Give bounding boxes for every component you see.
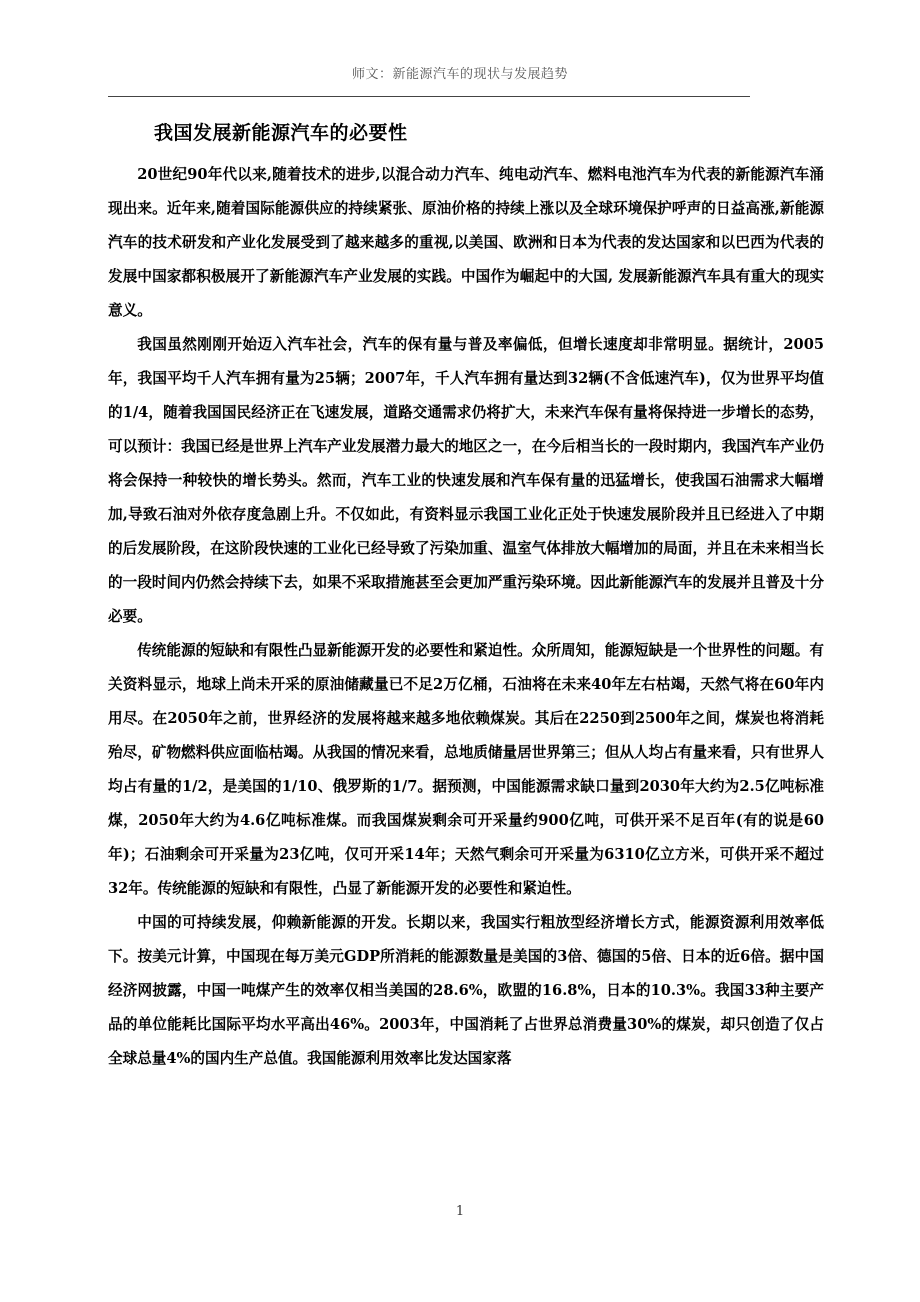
paragraph-4: 中国的可持续发展，仰赖新能源的开发。长期以来，我国实行粗放型经济增长方式，能源资源利用效率低下。按美元计算，中国现在每万美元GDP所消耗的能源数量是美国的3倍、德国的5倍、日本的近6倍。据中国经济网披露，中国一吨煤产生的效率仅相当美国的28.6%，欧盟的16.8%，日本的10.3%。我国33种主要产品的单位能耗比国际平均水平高出46%。2003年，中国消耗了占世界总消费量30%的煤炭，却只创造了仅占全球总量4%的国内生产总值。我国能源利用效率比发达国家落 [108,914,824,1067]
paragraph-2: 我国虽然刚刚开始迈入汽车社会，汽车的保有量与普及率偏低，但增长速度却非常明显。据统计，2005年，我国平均千人汽车拥有量为25辆；2007年，千人汽车拥有量达到32辆(不含低速汽车)，仅为世界平均值的1/4，随着我国国民经济正在飞速发展，道路交通需求仍将扩大，未来汽车保有量将保持进一步增长的态势，可以预计：我国已经是世界上汽车产业发展潜力最大的地区之一，在今后相当长的一段时期内，我国汽车产业仍将会保持一种较快的增长势头。然而，汽车工业的快速发展和汽车保有量的迅猛增长，使我国石油需求大幅增加,导致石油对外依存度急剧上升。不仅如此，有资料显示我国工业化正处于快速发展阶段并且已经进入了中期的后发展阶段，在这阶段快速的工业化已经导致了污染加重、温室气体排放大幅增加的局面，并且在未来相当长的一段时间内仍然会持续下去，如果不采取措施甚至会更加严重污染环境。因此新能源汽车的发展并且普及十分必要。 [108,336,824,625]
page-number: 1 [455,1204,465,1219]
body-text [108,158,824,1076]
header-divider [108,96,750,97]
paragraph-1: 20世纪90年代以来,随着技术的进步,以混合动力汽车、纯电动汽车、燃料电池汽车为代表的新能源汽车涌现出来。近年来,随着国际能源供应的持续紧张、原油价格的持续上涨以及全球环境保护呼声的日益高涨,新能源汽车的技术研发和产业化发展受到了越来越多的重视,以美国、欧洲和日本为代表的发达国家和以巴西为代表的发展中国家都积极展开了新能源汽车产业发展的实践。中国作为崛起中的大国, 发展新能源汽车具有重大的现实意义。 [108,166,824,319]
paragraph-3: 传统能源的短缺和有限性凸显新能源开发的必要性和紧迫性。众所周知，能源短缺是一个世界性的问题。有关资料显示，地球上尚未开采的原油储藏量已不足2万亿桶，石油将在未来40年左右枯竭，天然气将在60年内用尽。在2050年之前，世界经济的发展将越来越多地依赖煤炭。其后在2250到2500年之间，煤炭也将消耗殆尽，矿物燃料供应面临枯竭。从我国的情况来看，总地质储量居世界第三；但从人均占有量来看，只有世界人均占有量的1/2，是美国的1/10、俄罗斯的1/7。据预测，中国能源需求缺口量到2030年大约为2.5亿吨标准煤，2050年大约为4.6亿吨标准煤。而我国煤炭剩余可开采量约900亿吨，可供开采不足百年(有的说是60年)；石油剩余可开采量为23亿吨，仅可开采14年；天然气剩余可开采量为6310亿立方米，可供开采不超过32年。传统能源的短缺和有限性，凸显了新能源开发的必要性和紧迫性。 [108,642,824,897]
running-header: 师文：新能源汽车的现状与发展趋势 [351,67,568,82]
section-title: 我国发展新能源汽车的必要性 [154,122,408,144]
